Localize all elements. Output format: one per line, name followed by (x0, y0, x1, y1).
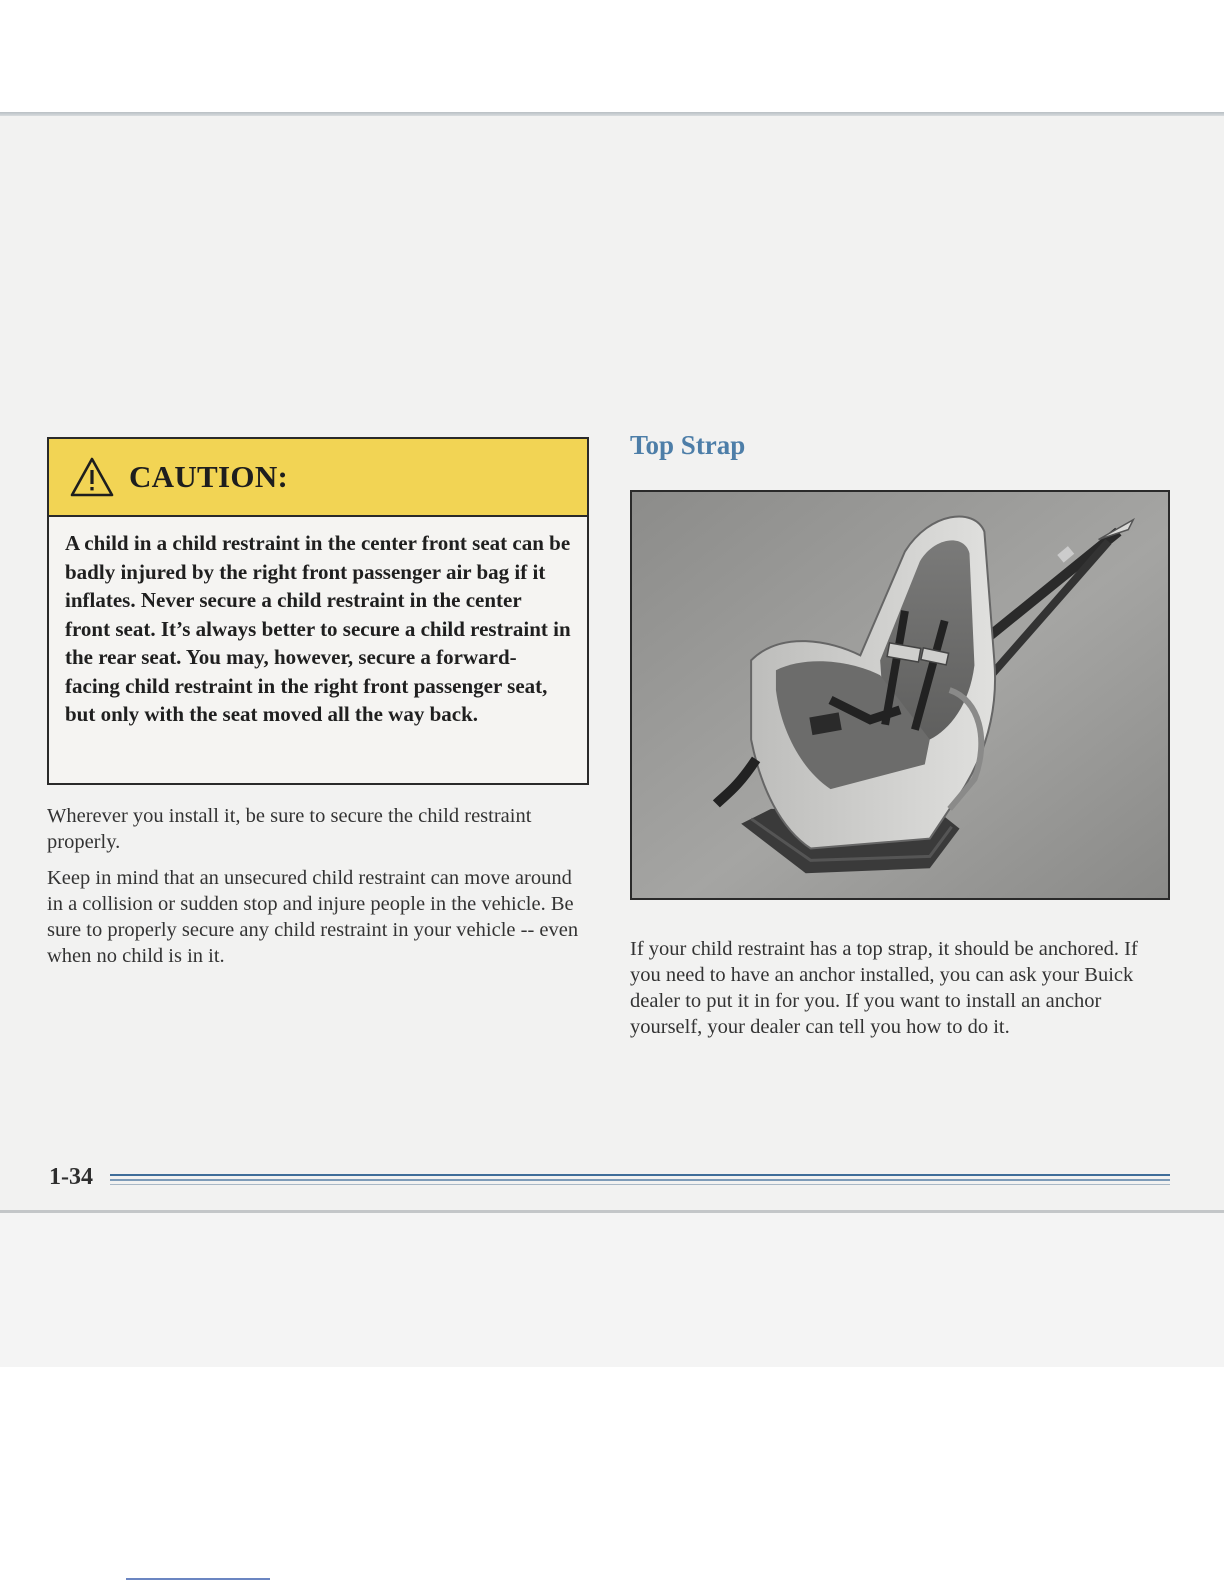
footer-rule (110, 1174, 1170, 1186)
right-column (630, 936, 1160, 1040)
bottom-shade (0, 1213, 1224, 1367)
warning-triangle-icon (69, 456, 115, 498)
paragraph: Keep in mind that an unsecured child restraint can move around in a collision or sudden stop and injure people in the vehicle. Be sure to properly secure any child restraint in your vehicle -- even when no child is in it. (47, 867, 579, 967)
caution-header (49, 439, 587, 517)
paragraph: If your child restraint has a top strap, it should be anchored. If you need to have an anchor installed, you can ask your Buick dealer to put it in for you. If you want to install an anchor yourself, your dealer can tell you how to do it. (630, 938, 1138, 1038)
stray-underline (126, 1578, 270, 1580)
child-seat-illustration (630, 490, 1170, 900)
caution-text: A child in a child restraint in the center front seat can be badly injured by the right front passenger air bag if it inflates. Never secure a child restraint in the center front seat. It’s always better to secure a child restraint in the rear seat. You may, however, secure a forward-facing child restraint in the right front passenger seat, but only with the seat moved all the way back. (65, 531, 571, 726)
child-seat-drawing (632, 492, 1168, 898)
left-column (47, 803, 592, 979)
top-rule (0, 112, 1224, 116)
page-number: 1-34 (49, 1164, 93, 1190)
caution-title: CAUTION: (129, 459, 289, 494)
section-title: Top Strap (630, 430, 746, 460)
caution-box (47, 437, 589, 785)
paragraph: Wherever you install it, be sure to secure the child restraint properly. (47, 805, 532, 853)
